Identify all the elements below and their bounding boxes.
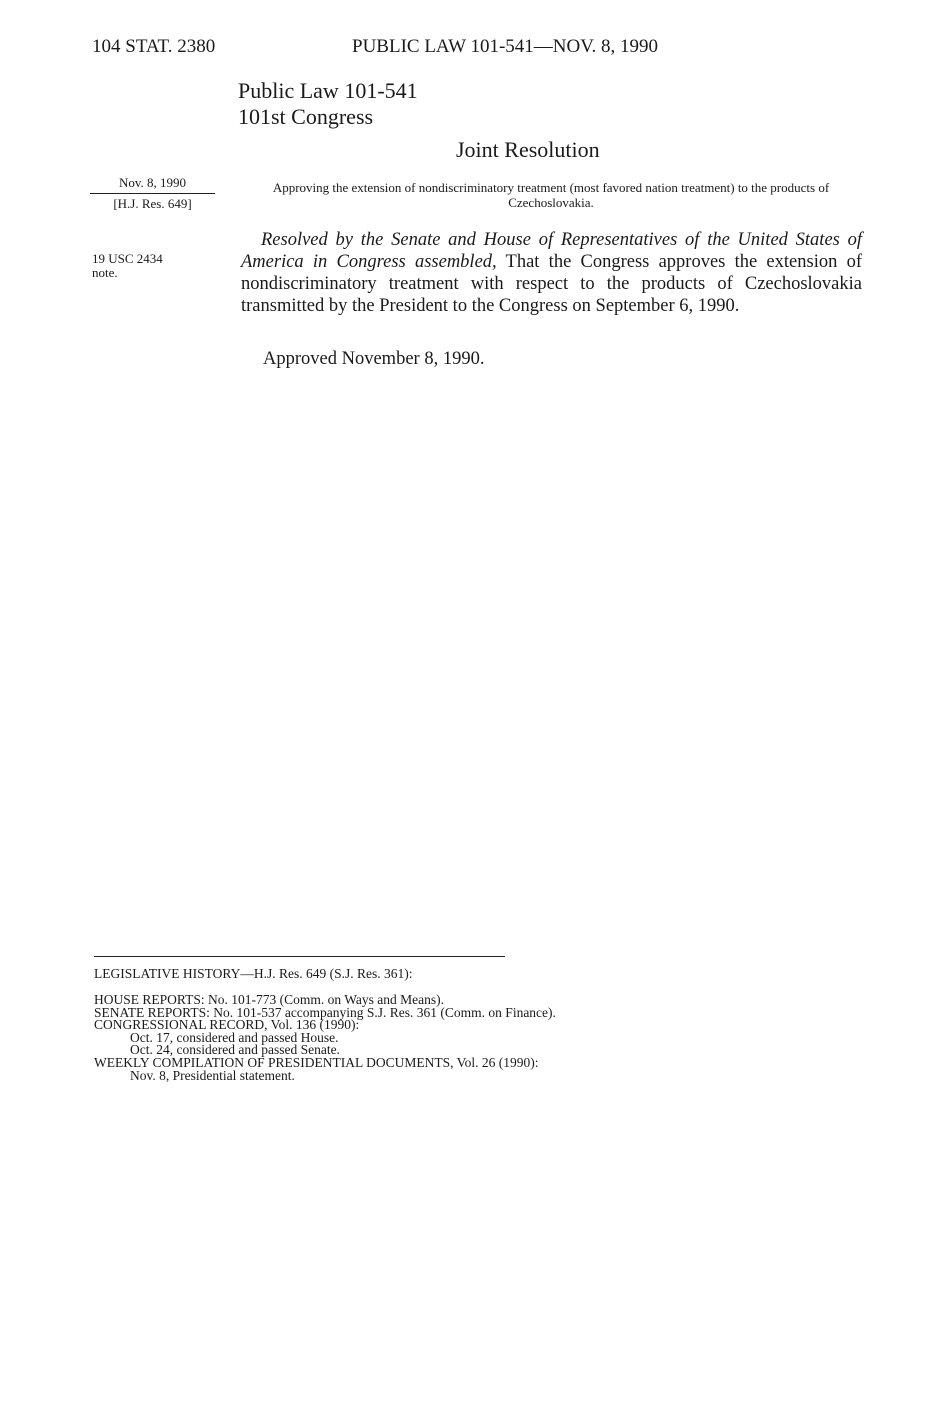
approval-date: Approved November 8, 1990. <box>263 349 485 369</box>
resolution-body <box>241 229 862 317</box>
usc-note-label: note. <box>92 265 118 280</box>
public-law-number: Public Law 101-541 <box>238 78 418 103</box>
history-line: Nov. 8, Presidential statement. <box>130 1067 295 1083</box>
history-line: SENATE REPORTS: No. 101-537 accompanying S.J. Res. 361 (Comm. on Finance). <box>94 1004 556 1020</box>
history-line: HOUSE REPORTS: No. 101-773 (Comm. on Ways and Means). <box>94 992 444 1007</box>
document-type-heading: Joint Resolution <box>456 137 600 162</box>
purpose-statement: Approving the extension of nondiscriminatory treatment (most favored nation treatment) to the products of Czechoslovakia. <box>272 180 830 210</box>
margin-bill-number: [H.J. Res. 649] <box>113 196 192 211</box>
margin-date: Nov. 8, 1990 <box>118 175 187 190</box>
margin-divider <box>90 193 215 194</box>
history-line: CONGRESSIONAL RECORD, Vol. 136 (1990): <box>94 1017 360 1033</box>
enacting-clause: Resolved by the Senate and House of Representatives of the United States of America in Congress assembled, <box>241 230 862 272</box>
congress-number: 101st Congress <box>238 104 374 129</box>
footnote-rule <box>94 956 505 957</box>
margin-note-usc <box>92 252 202 280</box>
legislative-history-heading: LEGISLATIVE HISTORY—H.J. Res. 649 (S.J. Res. 361): <box>94 966 413 981</box>
margin-note-date <box>90 175 215 212</box>
running-title: PUBLIC LAW 101-541—NOV. 8, 1990 <box>352 36 659 57</box>
stat-page-number: 104 STAT. 2380 <box>92 36 216 57</box>
resolution-text: That the Congress approves the extension of nondiscriminatory treatment with respect to the products of Czechoslovakia transmitted by the President to the Congress on September 6, 1990. <box>241 252 862 316</box>
history-line: Oct. 24, considered and passed Senate. <box>130 1042 340 1058</box>
usc-citation: 19 USC 2434 <box>92 251 163 266</box>
legislative-history-list <box>94 994 556 1082</box>
history-line: WEEKLY COMPILATION OF PRESIDENTIAL DOCUMENTS, Vol. 26 (1990): <box>94 1054 539 1070</box>
history-line: Oct. 17, considered and passed House. <box>130 1029 339 1045</box>
